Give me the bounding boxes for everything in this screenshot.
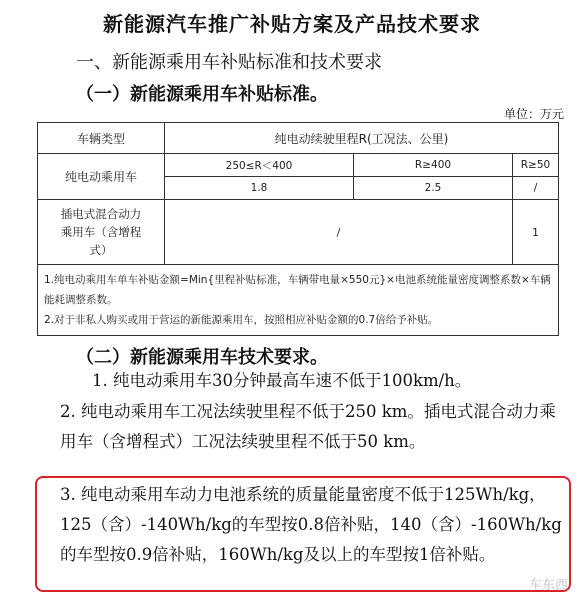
table-note-1: 1.纯电动乘用车单车补贴金额=Min{里程补贴标准，车辆带电量×550元}×电池系统能量密度调整系数×车辆能耗调整系数。 bbox=[44, 274, 551, 306]
header-range: 纯电动续驶里程R(工况法、公里) bbox=[165, 123, 559, 154]
phev-value: / bbox=[165, 200, 513, 265]
table-row bbox=[38, 154, 559, 177]
section-heading-1: 一、新能源乘用车补贴标准和技术要求 bbox=[76, 52, 382, 73]
phev-label-line: 乘用车（含增程 bbox=[60, 225, 142, 239]
subsection-heading-tech-requirements: （二）新能源乘用车技术要求。 bbox=[76, 347, 328, 368]
bev-label: 纯电动乘用车 bbox=[38, 154, 165, 200]
bev-value: 2.5 bbox=[354, 177, 513, 200]
table-note-row bbox=[38, 265, 559, 336]
document-title: 新能源汽车推广补贴方案及产品技术要求 bbox=[103, 12, 481, 36]
phev-label bbox=[38, 200, 165, 265]
phev-label-line: 插电式混合动力 bbox=[60, 207, 142, 221]
unit-label: 单位：万元 bbox=[503, 107, 564, 121]
paragraph-1: 1. 纯电动乘用车30分钟最高车速不低于100km/h。 bbox=[92, 371, 472, 390]
table-notes bbox=[38, 265, 559, 336]
paragraph-3-highlighted: 3. 纯电动乘用车动力电池系统的质量能量密度不低于125Wh/kg，125（含）-140Wh/kg的车型按0.8倍补贴，140（含）-160Wh/kg的车型按0.9倍补贴，160Wh/kg及以上的车型按1倍补贴。 bbox=[60, 485, 562, 564]
paragraph-2: 2. 纯电动乘用车工况法续驶里程不低于250 km。插电式混合动力乘用车（含增程式）工况法续驶里程不低于50 km。 bbox=[60, 402, 556, 451]
range-band: R≥400 bbox=[354, 154, 513, 177]
subsidy-table bbox=[37, 122, 559, 336]
phev-value: 1 bbox=[513, 200, 559, 265]
range-band: 250≤R＜400 bbox=[165, 154, 354, 177]
watermark-logo: 车东西 bbox=[528, 578, 568, 593]
range-band: R≥50 bbox=[513, 154, 559, 177]
table-header-row bbox=[38, 123, 559, 154]
table-row bbox=[38, 200, 559, 265]
table-note-2: 2.对于非私人购买或用于营运的新能源乘用车，按照相应补贴金额的0.7倍给予补贴。 bbox=[44, 314, 439, 326]
header-vehicle-type: 车辆类型 bbox=[38, 123, 165, 154]
bev-value: / bbox=[513, 177, 559, 200]
phev-label-line: 式） bbox=[89, 243, 113, 257]
subsection-heading-subsidy-standard: （一）新能源乘用车补贴标准。 bbox=[76, 84, 328, 105]
bev-value: 1.8 bbox=[165, 177, 354, 200]
